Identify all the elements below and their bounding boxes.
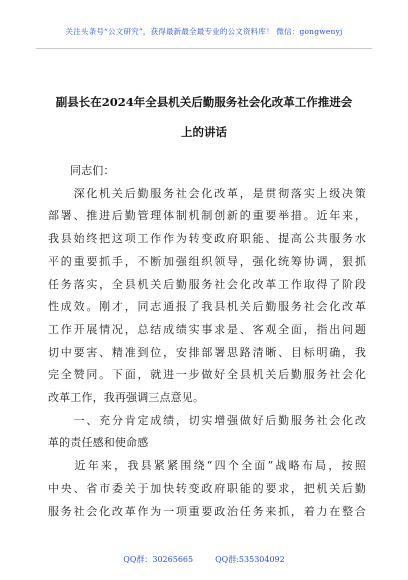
text-line: 平的重要抓手，不断加强组织领导，强化统筹协调，狠抓: [48, 254, 366, 268]
text-line: 我县始终把这项工作作为转变政府职能、提高公共服务水: [48, 232, 366, 246]
text-line: 性成效。刚才，同志通报了我县机关后勤服务社会化改革: [48, 300, 366, 314]
header-promo-text: 关注头条号“公文研究”，获得最新最全最专业的公文资料库！ 微信：gongwenyj: [65, 27, 343, 36]
text-line: 近年来，我县紧紧围绕“四个全面”战略布局，按照: [48, 459, 366, 473]
text-line: 服务社会化改革作为一项重要政治任务来抓，着力在整合: [48, 504, 366, 518]
paragraph-2-heading: [48, 410, 366, 455]
text-line: 中央、省市委关于加快转变政府职能的要求，把机关后勤: [48, 481, 366, 495]
text-line: 切中要害、精准到位，安排部署思路清晰、目标明确，我: [48, 345, 366, 359]
header-divider: [36, 48, 372, 49]
text-line: 一、充分肯定成绩，切实增强做好后勤服务社会化改: [48, 413, 366, 427]
text-line: 深化机关后勤服务社会化改革，是贯彻落实上级决策: [48, 186, 366, 200]
paragraph-3: [48, 455, 366, 523]
paragraph-1: [48, 183, 366, 410]
salutation: 同志们：: [70, 164, 115, 177]
text-line: 改革工作，我再强调三点意见。: [48, 391, 205, 405]
footer-qq-group-1: QQ群：30265665: [123, 555, 194, 564]
document-body: [48, 160, 366, 523]
text-line: 工作开展情况，总结成绩实事求是、客观全面，指出问题: [48, 322, 366, 336]
text-line: 革的责任感和使命感: [48, 436, 149, 450]
document-title-line-2: 上的讲话: [181, 125, 227, 139]
document-title-line-1: 副县长在2024年全县机关后勤服务社会化改革工作推进会: [55, 95, 353, 109]
text-line: 完全赞同。下面，就进一步做好全县机关后勤服务社会化: [48, 368, 366, 382]
footer-contact: [0, 554, 408, 565]
text-line: 部署、推进后勤管理体制机制创新的重要举措。近年来，: [48, 209, 366, 223]
footer-qq-group-2: QQ群:535304092: [215, 555, 285, 564]
text-line: 任务落实，全县机关后勤服务社会化改革工作取得了阶段: [48, 277, 366, 291]
